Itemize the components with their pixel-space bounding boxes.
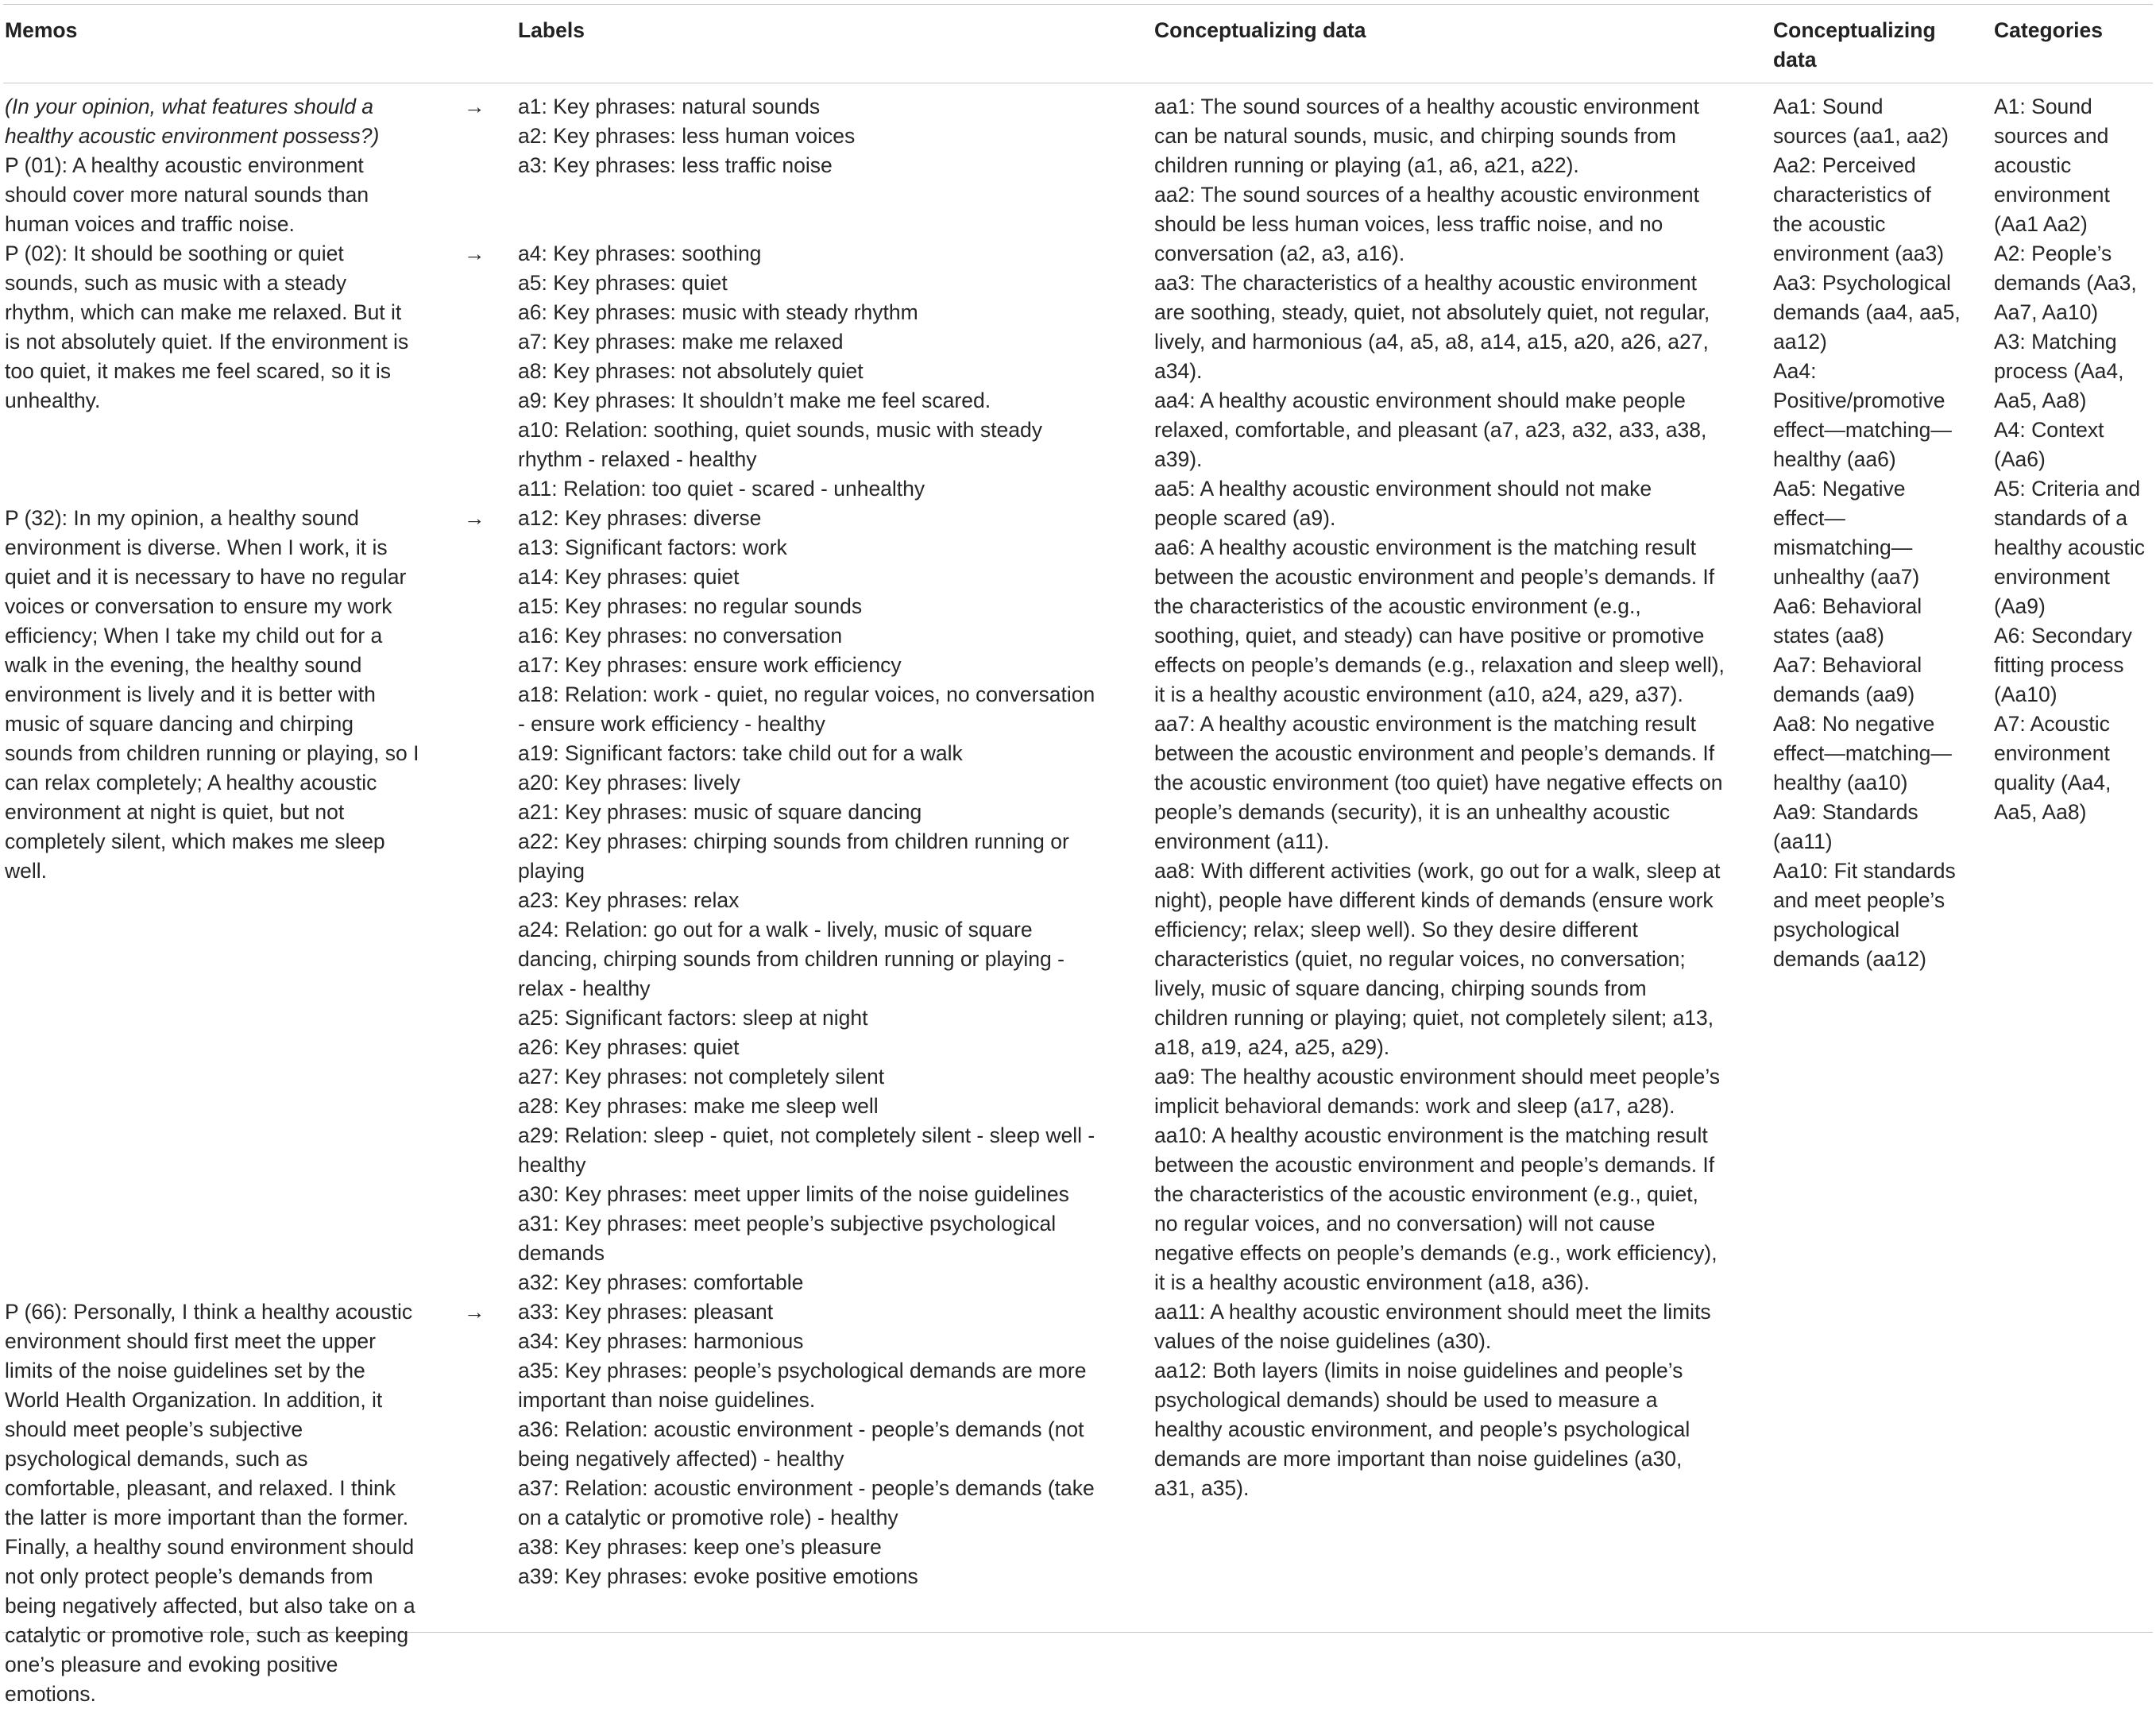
concept-line: aa8: With different activities (work, go out for a walk, sleep at xyxy=(1154,859,1721,883)
label-line: a19: Significant factors: take child out for a walk xyxy=(518,741,963,765)
label-line: relax - healthy xyxy=(518,976,651,1000)
label-line: on a catalytic or promotive role) - healthy xyxy=(518,1506,898,1529)
concept-line: it is a healthy acoustic environment (a18, a36). xyxy=(1154,1270,1590,1294)
memo-line: should cover more natural sounds than xyxy=(5,183,369,207)
category-line: process (Aa4, xyxy=(1994,359,2124,383)
concept-line: the acoustic environment (too quiet) have negative effects on xyxy=(1154,771,1723,795)
concept-line: demands are more important than noise guidelines (a30, xyxy=(1154,1447,1683,1471)
memo-line: one’s pleasure and evoking positive xyxy=(5,1653,338,1676)
memo-line: P (02): It should be soothing or quiet xyxy=(5,242,344,265)
category-line: (Aa10) xyxy=(1994,682,2057,706)
memo-line: the latter is more important than the former. xyxy=(5,1506,409,1529)
label-line: a2: Key phrases: less human voices xyxy=(518,124,856,148)
memo-line: comfortable, pleasant, and relaxed. I think xyxy=(5,1476,396,1500)
concept2-line: healthy (aa6) xyxy=(1773,447,1896,471)
category-line: A5: Criteria and xyxy=(1994,477,2141,501)
category-line: sources and xyxy=(1994,124,2109,148)
concept-line: should be less human voices, less traffic noise, and no xyxy=(1154,212,1663,236)
label-line: a31: Key phrases: meet people’s subjective psychological xyxy=(518,1212,1057,1235)
table-top-rule xyxy=(3,4,2153,5)
label-line: a13: Significant factors: work xyxy=(518,536,787,559)
category-line: demands (Aa3, xyxy=(1994,271,2137,295)
label-line: a24: Relation: go out for a walk - lively, music of square xyxy=(518,918,1033,941)
memo-line: completely silent, which makes me sleep xyxy=(5,829,385,853)
label-line: a5: Key phrases: quiet xyxy=(518,271,728,295)
label-line: being negatively affected) - healthy xyxy=(518,1447,844,1471)
label-line: a29: Relation: sleep - quiet, not completely silent - sleep well - xyxy=(518,1123,1095,1147)
concept-line: children running or playing (a1, a6, a21, a22). xyxy=(1154,153,1579,177)
label-line: a35: Key phrases: people’s psychological demands are more xyxy=(518,1359,1087,1382)
memo-line: psychological demands, such as xyxy=(5,1447,308,1471)
concept-line: aa6: A healthy acoustic environment is the matching result xyxy=(1154,536,1697,559)
concept-line: efficiency; relax; sleep well). So they desire different xyxy=(1154,918,1638,941)
header-conceptualizing-data: Conceptualizing data xyxy=(1154,18,1366,42)
concept2-line: (aa11) xyxy=(1773,829,1833,853)
label-line: a7: Key phrases: make me relaxed xyxy=(518,330,844,354)
concept-line: conversation (a2, a3, a16). xyxy=(1154,242,1405,265)
memo-line: human voices and traffic noise. xyxy=(5,212,295,236)
concept2-line: characteristics of xyxy=(1773,183,1931,207)
memo-line: quiet and it is necessary to have no regular xyxy=(5,565,407,589)
concept2-line: states (aa8) xyxy=(1773,624,1884,648)
arrow-icon: → xyxy=(464,242,485,265)
concept2-line: Aa4: xyxy=(1773,359,1817,383)
label-line: a25: Significant factors: sleep at night xyxy=(518,1006,868,1030)
memo-line: not only protect people’s demands from xyxy=(5,1564,373,1588)
concept-line: environment (a11). xyxy=(1154,829,1330,853)
concept2-line: Aa3: Psychological xyxy=(1773,271,1951,295)
memo-block xyxy=(5,239,408,416)
concept-line: it is a healthy acoustic environment (a10, a24, a29, a37). xyxy=(1154,682,1683,706)
concept2-line: mismatching— xyxy=(1773,536,1913,559)
category-line: healthy acoustic xyxy=(1994,536,2146,559)
label-line: a38: Key phrases: keep one’s pleasure xyxy=(518,1535,882,1559)
memo-block xyxy=(5,504,419,886)
memo-block xyxy=(5,1297,415,1709)
concept-line: a31, a35). xyxy=(1154,1476,1250,1500)
concept2-line: Aa8: No negative xyxy=(1773,712,1935,736)
concept-line: implicit behavioral demands: work and sleep (a17, a28). xyxy=(1154,1094,1675,1118)
memo-line: environment at night is quiet, but not xyxy=(5,800,345,824)
label-line: a22: Key phrases: chirping sounds from children running or xyxy=(518,829,1069,853)
label-line: a23: Key phrases: relax xyxy=(518,888,740,912)
category-line: A4: Context xyxy=(1994,418,2104,442)
concept-line: children running or playing; quiet, not completely silent; a13, xyxy=(1154,1006,1714,1030)
conceptualizing-column-2 xyxy=(1773,92,1972,974)
concept2-line: Aa1: Sound xyxy=(1773,95,1884,118)
concept-line: can be natural sounds, music, and chirping sounds from xyxy=(1154,124,1676,148)
concept2-line: Aa7: Behavioral xyxy=(1773,653,1922,677)
category-line: A1: Sound xyxy=(1994,95,2092,118)
category-line: A2: People’s xyxy=(1994,242,2112,265)
concept-line: lively, music of square dancing, chirping sounds from xyxy=(1154,976,1647,1000)
memo-line: P (01): A healthy acoustic environment xyxy=(5,153,364,177)
category-line: (Aa9) xyxy=(1994,594,2046,618)
concept-line: effects on people’s demands (e.g., relaxation and sleep well), xyxy=(1154,653,1725,677)
arrow-icon: → xyxy=(464,1300,485,1324)
concept-line: characteristics (quiet, no regular voices, no conversation; xyxy=(1154,947,1686,971)
concept-line: aa11: A healthy acoustic environment should meet the limits xyxy=(1154,1300,1711,1324)
label-line: a34: Key phrases: harmonious xyxy=(518,1329,804,1353)
concept-line: between the acoustic environment and people’s demands. If xyxy=(1154,565,1715,589)
concept-line: negative effects on people’s demands (e.g., work efficiency), xyxy=(1154,1241,1717,1265)
concept-line: night), people have different kinds of demands (ensure work xyxy=(1154,888,1714,912)
category-line: environment xyxy=(1994,565,2110,589)
category-line: Aa5, Aa8) xyxy=(1994,800,2087,824)
category-line: environment xyxy=(1994,183,2110,207)
concept2-line: Aa10: Fit standards xyxy=(1773,859,1956,883)
concept-line: psychological demands) should be used to measure a xyxy=(1154,1388,1658,1412)
memo-line: well. xyxy=(5,859,48,883)
concept2-line: effect— xyxy=(1773,506,1845,530)
label-line: a1: Key phrases: natural sounds xyxy=(518,95,821,118)
concept-line: healthy acoustic environment, and people’s psychological xyxy=(1154,1417,1690,1441)
label-line xyxy=(518,180,1146,210)
memo-line: music of square dancing and chirping xyxy=(5,712,354,736)
arrow-icon: → xyxy=(464,506,485,530)
label-line: a36: Relation: acoustic environment - people’s demands (not xyxy=(518,1417,1084,1441)
label-line: a30: Key phrases: meet upper limits of the noise guidelines xyxy=(518,1182,1069,1206)
label-line: a14: Key phrases: quiet xyxy=(518,565,740,589)
concept2-line: unhealthy (aa7) xyxy=(1773,565,1920,589)
header-memos: Memos xyxy=(5,18,78,42)
label-line: a10: Relation: soothing, quiet sounds, music with steady xyxy=(518,418,1042,442)
category-line: (Aa6) xyxy=(1994,447,2046,471)
label-line: healthy xyxy=(518,1153,586,1177)
concept2-line: healthy (aa10) xyxy=(1773,771,1908,795)
memo-line: healthy acoustic environment possess?) xyxy=(5,124,380,148)
concept-line: lively, and harmonious (a4, a5, a8, a14, a15, a20, a26, a27, xyxy=(1154,330,1709,354)
label-line: a16: Key phrases: no conversation xyxy=(518,624,843,648)
concept2-line: demands (aa12) xyxy=(1773,947,1926,971)
label-line: a27: Key phrases: not completely silent xyxy=(518,1065,885,1088)
concept-line: aa12: Both layers (limits in noise guidelines and people’s xyxy=(1154,1359,1683,1382)
concept-line: between the acoustic environment and people’s demands. If xyxy=(1154,741,1715,765)
concept-line: aa4: A healthy acoustic environment should make people xyxy=(1154,389,1686,412)
label-line: a12: Key phrases: diverse xyxy=(518,506,762,530)
header-line: Conceptualizing xyxy=(1773,18,1936,42)
memo-line: (In your opinion, what features should a xyxy=(5,95,374,118)
label-line: - ensure work efficiency - healthy xyxy=(518,712,825,736)
label-line: a9: Key phrases: It shouldn’t make me feel scared. xyxy=(518,389,991,412)
label-line: a28: Key phrases: make me sleep well xyxy=(518,1094,879,1118)
concept-line: aa10: A healthy acoustic environment is the matching result xyxy=(1154,1123,1708,1147)
memo-line: limits of the noise guidelines set by the xyxy=(5,1359,365,1382)
memo-line: too quiet, it makes me feel scared, so it is xyxy=(5,359,392,383)
memo-line: is not absolutely quiet. If the environment is xyxy=(5,330,409,354)
categories-column xyxy=(1994,92,2153,827)
memo-line: World Health Organization. In addition, it xyxy=(5,1388,383,1412)
category-line: A6: Secondary xyxy=(1994,624,2132,648)
concept-line: aa2: The sound sources of a healthy acoustic environment xyxy=(1154,183,1699,207)
concept2-line: Aa2: Perceived xyxy=(1773,153,1916,177)
memo-line: walk in the evening, the healthy sound xyxy=(5,653,362,677)
category-line: standards of a xyxy=(1994,506,2127,530)
concept-line: between the acoustic environment and people’s demands. If xyxy=(1154,1153,1715,1177)
memo-line: voices or conversation to ensure my work xyxy=(5,594,392,618)
label-line: a20: Key phrases: lively xyxy=(518,771,740,795)
concept-line: aa5: A healthy acoustic environment should not make xyxy=(1154,477,1652,501)
concept2-line: psychological xyxy=(1773,918,1900,941)
concept-line: the characteristics of the acoustic environment (e.g., xyxy=(1154,594,1641,618)
concept-line: aa1: The sound sources of a healthy acoustic environment xyxy=(1154,95,1699,118)
concept-line: people scared (a9). xyxy=(1154,506,1336,530)
category-line: Aa7, Aa10) xyxy=(1994,300,2099,324)
memo-line: environment should first meet the upper xyxy=(5,1329,376,1353)
concept-line: are soothing, steady, quiet, not absolutely quiet, not regular, xyxy=(1154,300,1710,324)
label-line: a33: Key phrases: pleasant xyxy=(518,1300,774,1324)
arrow-icon: → xyxy=(464,95,485,118)
label-line: dancing, chirping sounds from children running or playing - xyxy=(518,947,1064,971)
label-line: a15: Key phrases: no regular sounds xyxy=(518,594,863,618)
header-labels: Labels xyxy=(518,18,585,42)
label-line: playing xyxy=(518,859,585,883)
label-line: important than noise guidelines. xyxy=(518,1388,816,1412)
category-line: Aa5, Aa8) xyxy=(1994,389,2087,412)
concept-line: a18, a19, a24, a25, a29). xyxy=(1154,1035,1390,1059)
label-line: a39: Key phrases: evoke positive emotions xyxy=(518,1564,918,1588)
memo-block xyxy=(5,92,379,239)
memo-line: unhealthy. xyxy=(5,389,101,412)
concept-line: a34). xyxy=(1154,359,1203,383)
memo-line: can relax completely; A healthy acoustic xyxy=(5,771,377,795)
concept-line: a39). xyxy=(1154,447,1203,471)
category-line: acoustic xyxy=(1994,153,2072,177)
memo-line: Finally, a healthy sound environment should xyxy=(5,1535,415,1559)
header-categories: Categories xyxy=(1994,18,2103,42)
label-line: a4: Key phrases: soothing xyxy=(518,242,762,265)
category-line: A3: Matching xyxy=(1994,330,2117,354)
label-line: a8: Key phrases: not absolutely quiet xyxy=(518,359,864,383)
label-line xyxy=(518,210,1146,239)
label-line: a17: Key phrases: ensure work efficiency xyxy=(518,653,902,677)
concept-line: aa9: The healthy acoustic environment should meet people’s xyxy=(1154,1065,1721,1088)
concept-line: the characteristics of the acoustic environment (e.g., quiet, xyxy=(1154,1182,1698,1206)
label-line: a6: Key phrases: music with steady rhythm xyxy=(518,300,918,324)
header-line: data xyxy=(1773,48,1817,72)
label-line: rhythm - relaxed - healthy xyxy=(518,447,757,471)
memo-line: catalytic or promotive role, such as keeping xyxy=(5,1623,409,1647)
concept2-line: and meet people’s xyxy=(1773,888,1945,912)
label-line: a3: Key phrases: less traffic noise xyxy=(518,153,833,177)
memo-line: being negatively affected, but also take on a xyxy=(5,1594,415,1618)
concept2-line: demands (aa4, aa5, xyxy=(1773,300,1961,324)
concept2-line: aa12) xyxy=(1773,330,1827,354)
label-line: a32: Key phrases: comfortable xyxy=(518,1270,804,1294)
memo-line: sounds, such as music with a steady xyxy=(5,271,347,295)
concept2-line: Aa5: Negative xyxy=(1773,477,1906,501)
label-line: a18: Relation: work - quiet, no regular voices, no conversation xyxy=(518,682,1095,706)
concept2-line: Positive/promotive xyxy=(1773,389,1945,412)
concept2-line: effect—matching— xyxy=(1773,418,1952,442)
concept-line: people’s demands (security), it is an unhealthy acoustic xyxy=(1154,800,1671,824)
category-line: (Aa1 Aa2) xyxy=(1994,212,2088,236)
category-line: quality (Aa4, xyxy=(1994,771,2112,795)
label-line: demands xyxy=(518,1241,605,1265)
header-conceptualizing-data-2 xyxy=(1773,16,1936,75)
concept2-line: Aa6: Behavioral xyxy=(1773,594,1922,618)
memo-line: efficiency; When I take my child out for a xyxy=(5,624,383,648)
category-line: fitting process xyxy=(1994,653,2124,677)
concept2-line: effect—matching— xyxy=(1773,741,1952,765)
concept2-line: Aa9: Standards xyxy=(1773,800,1918,824)
concept2-line: the acoustic xyxy=(1773,212,1886,236)
label-line: a11: Relation: too quiet - scared - unhealthy xyxy=(518,477,925,501)
memo-line: rhythm, which can make me relaxed. But it xyxy=(5,300,402,324)
concept2-line: sources (aa1, aa2) xyxy=(1773,124,1949,148)
concept-line: values of the noise guidelines (a30). xyxy=(1154,1329,1492,1353)
concept-line: aa7: A healthy acoustic environment is the matching result xyxy=(1154,712,1697,736)
label-line: a37: Relation: acoustic environment - people’s demands (take xyxy=(518,1476,1095,1500)
memo-line: environment is lively and it is better with xyxy=(5,682,376,706)
memo-line: emotions. xyxy=(5,1682,96,1706)
label-line: a26: Key phrases: quiet xyxy=(518,1035,740,1059)
memo-line: should meet people’s subjective xyxy=(5,1417,303,1441)
memo-line: sounds from children running or playing, so I xyxy=(5,741,419,765)
memo-line: environment is diverse. When I work, it is xyxy=(5,536,388,559)
label-line: a21: Key phrases: music of square dancing xyxy=(518,800,922,824)
concept-line: relaxed, comfortable, and pleasant (a7, a23, a32, a33, a38, xyxy=(1154,418,1707,442)
concept-line: soothing, quiet, and steady) can have positive or promotive xyxy=(1154,624,1705,648)
memo-line: P (32): In my opinion, a healthy sound xyxy=(5,506,359,530)
labels-column xyxy=(518,92,1146,1591)
concept-line: aa3: The characteristics of a healthy acoustic environment xyxy=(1154,271,1697,295)
concept-line: no regular voices, and no conversation) will not cause xyxy=(1154,1212,1656,1235)
concept2-line: environment (aa3) xyxy=(1773,242,1945,265)
memo-line: P (66): Personally, I think a healthy acoustic xyxy=(5,1300,413,1324)
concept2-line: demands (aa9) xyxy=(1773,682,1915,706)
category-line: environment xyxy=(1994,741,2110,765)
category-line: A7: Acoustic xyxy=(1994,712,2110,736)
conceptualizing-column xyxy=(1154,92,1762,1503)
